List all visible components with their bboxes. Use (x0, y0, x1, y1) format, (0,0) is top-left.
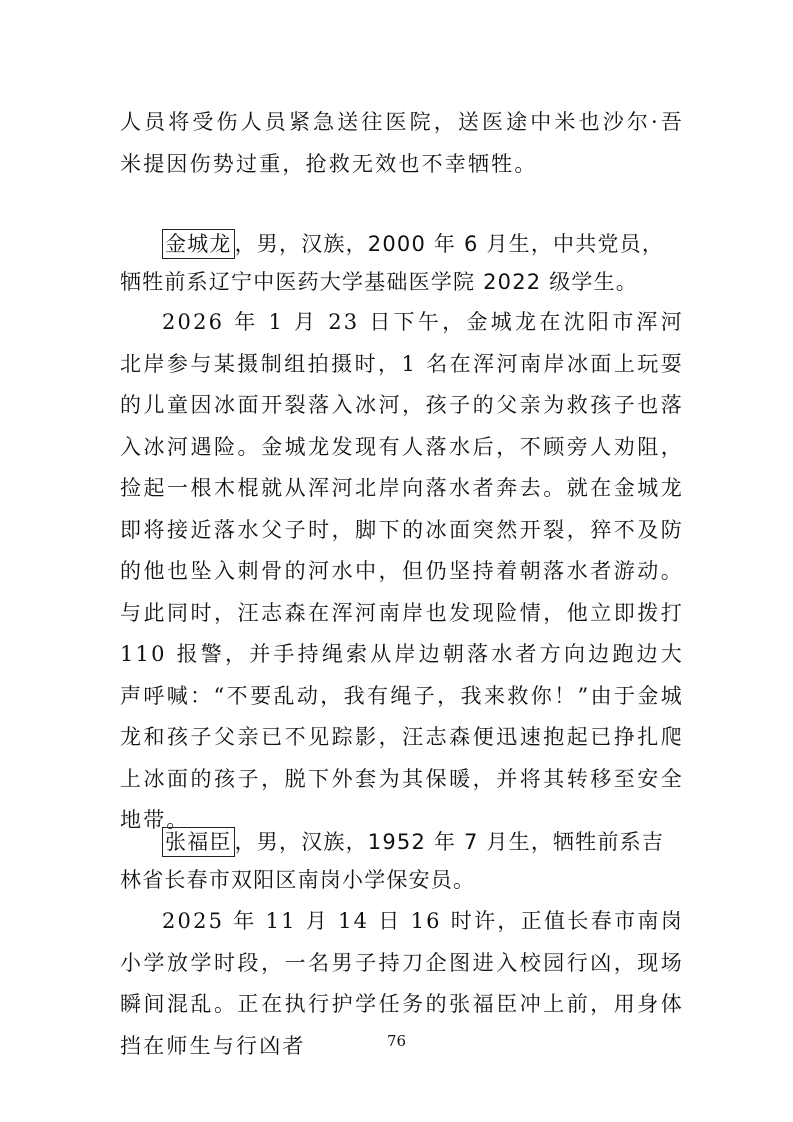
person1-intro: ，男，汉族，2000 年 6 月生，中共党员，牺牲前系辽宁中医药大学基础医学院 2022 级学生。 (120, 232, 665, 294)
person2-intro: ，男，汉族，1952 年 7 月生，牺牲前系吉林省长春市双阳区南岗小学保安员。 (120, 830, 665, 892)
person2-story-paragraph: 2025 年 11 月 14 日 16 时许，正值长春市南岗小学放学时段，一名男子持刀企图进入校园行凶，现场瞬间混乱。正在执行护学任务的张福臣冲上前，用身体挡在师生与行凶者 (120, 909, 684, 1058)
page-number: 76 (386, 1032, 407, 1050)
person1-heading (120, 225, 684, 301)
person2-name: 张福臣 (162, 827, 235, 857)
person2-heading (120, 823, 684, 899)
carryover-paragraph: 人员将受伤人员紧急送往医院，送医途中米也沙尔·吾米提因伤势过重，抢救无效也不幸牺牲。 (120, 110, 684, 176)
person1-story-paragraph: 2026 年 1 月 23 日下午，金城龙在沈阳市浑河北岸参与某摄制组拍摄时，1 名在浑河南岸冰面上玩耍的儿童因冰面开裂落入冰河，孩子的父亲为救孩子也落入冰河遇险。金城龙发现有人落水后，不顾旁人劝阻，捡起一根木棍就从浑河北岸向落水者奔去。就在金城龙即将接近落水父子时，脚下的冰面突然开裂，猝不及防的他也坠入刺骨的河水中，但仍坚持着朝落水者游动。与此同时，汪志森在浑河南岸也发现险情，他立即拨打 110 报警，并手持绳索从岸边朝落水者方向边跑边大声呼喊：“不要乱动，我有绳子，我来救你！”由于金城龙和孩子父亲已不见踪影，汪志森便迅速抱起已挣扎爬上冰面的孩子，脱下外套为其保暖，并将其转移至安全地带。 (120, 310, 684, 832)
person1-name: 金城龙 (162, 229, 235, 259)
